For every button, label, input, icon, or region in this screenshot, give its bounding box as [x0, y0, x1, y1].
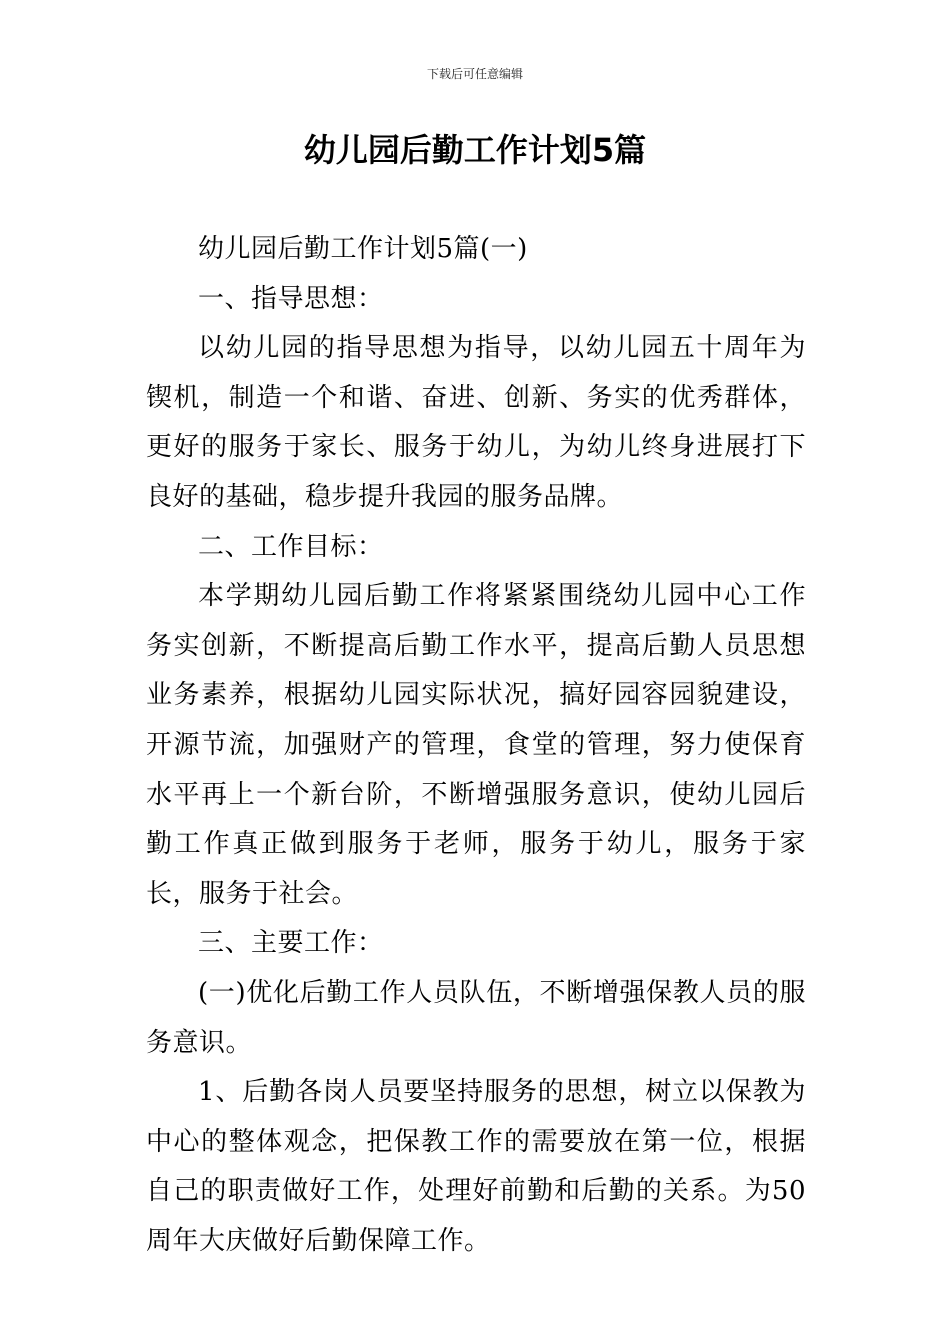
- document-body: [146, 225, 806, 1266]
- paragraph-main-work-1: (一)优化后勤工作人员队伍，不断增强保教人员的服务意识。: [146, 977, 806, 1058]
- paragraph-item-1: 1、后勤各岗人员要坚持服务的思想，树立以保教为中心的整体观念，把保教工作的需要放在第一位，根据自己的职责做好工作，处理好前勤和后勤的关系。为50周年大庆做好后勤保障工作。: [146, 1077, 806, 1256]
- paragraph-work-goals: 本学期幼儿园后勤工作将紧紧围绕幼儿园中心工作务实创新，不断提高后勤工作水平，提高后勤人员思想业务素养，根据幼儿园实际状况，搞好园容园貌建设，开源节流，加强财产的管理，食堂的管理，努力使保育水平再上一个新台阶，不断增强服务意识，使幼儿园后勤工作真正做到服务于老师，服务于幼儿，服务于家长，服务于社会。: [146, 581, 806, 909]
- heading-main-work: 三、主要工作：: [198, 928, 384, 959]
- page-header-note: 下载后可任意编辑: [426, 67, 523, 81]
- document-title: 幼儿园后勤工作计划5篇: [303, 131, 647, 169]
- paragraph-guiding-thought: 以幼儿园的指导思想为指导，以幼儿园五十周年为锲机，制造一个和谐、奋进、创新、务实的优秀群体，更好的服务于家长、服务于幼儿，为幼儿终身进展打下良好的基础，稳步提升我园的服务品牌。: [146, 333, 806, 512]
- heading-guiding-thought: 一、指导思想：: [198, 283, 384, 314]
- section-subtitle: 幼儿园后勤工作计划5篇(一): [198, 234, 528, 264]
- heading-work-goals: 二、工作目标：: [198, 531, 384, 562]
